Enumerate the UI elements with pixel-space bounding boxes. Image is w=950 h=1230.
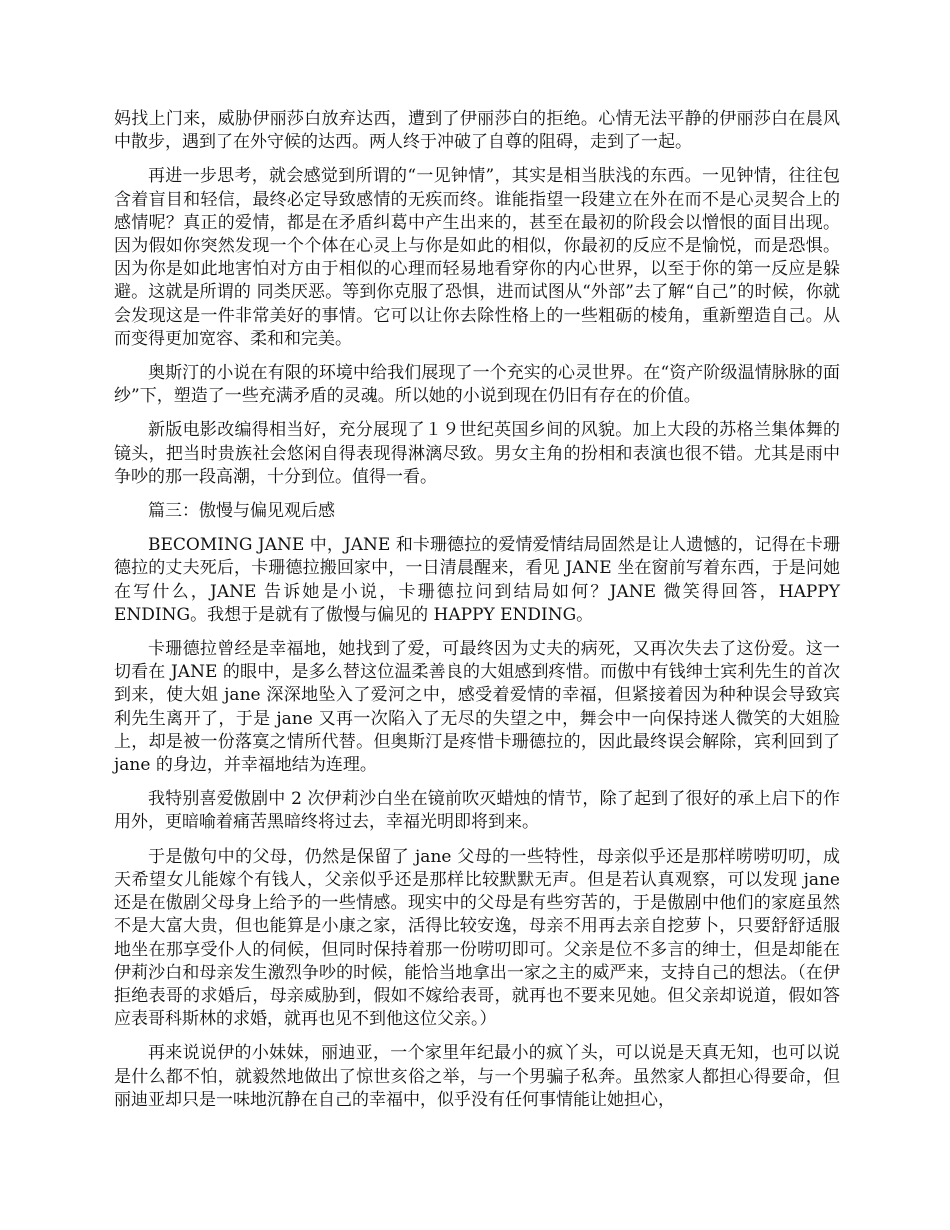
paragraph-lydia: 再来说说伊的小妹妹，丽迪亚，一个家里年纪最小的疯丫头，可以说是天真无知，也可以说是什么都不怕，就毅然地做出了惊世亥俗之举，与一个男骗子私奔。虽然家人都担心得要命，但丽迪亚却只是一味地沉静在自己的幸福中，似乎没有任何事情能让她担心， xyxy=(114,1043,840,1110)
section-heading: 篇三：傲慢与偏见观后感 xyxy=(148,501,335,522)
document-page xyxy=(114,108,840,1123)
paragraph-continuation: 妈找上门来，威胁伊丽莎白放弃达西，遭到了伊丽莎白的拒绝。心情无法平静的伊丽莎白在晨风中散步，遇到了在外守候的达西。两人终于冲破了自尊的阻碍，走到了一起。 xyxy=(114,109,840,153)
paragraph-cassandra: 卡珊德拉曾经是幸福地，她找到了爱，可最终因为丈夫的病死，又再次失去了这份爱。这一切看在 JANE 的眼中，是多么替这位温柔善良的大姐感到疼惜。而傲中有钱绅士宾利先生的首次到来，使大姐 jane 深深地坠入了爱河之中，感受着爱情的幸福，但紧接着因为种种误会导致宾利先生离开了，于是 jane 又再一次陷入了无尽的失望之中，舞会中一向保持迷人微笑的大姐脸上，却是被一份落寞之情所代替。但奥斯汀是疼惜卡珊德拉的，因此最终误会解除，宾利回到了 jane 的身边，并幸福地结为连理。 xyxy=(114,639,840,776)
paragraph-parents: 于是傲句中的父母，仍然是保留了 jane 父母的一些特性，母亲似乎还是那样唠唠叨叨，成天希望女儿能嫁个有钱人，父亲似乎还是那样比较默默无声。但是若认真观察，可以发现 jane 还是在傲剧父母身上给予的一些情感。现实中的父母是有些穷苦的，于是傲剧中他们的家庭虽然不是大富大贵，但也能算是小康之家，活得比较安逸，母亲不用再去亲自挖萝卜，只要舒舒适服地坐在那享受仆人的伺候，但同时保持着那一份唠叨即可。父亲是位不多言的绅士，但是却能在伊莉沙白和母亲发生激烈争吵的时候，能恰当地拿出一家之主的威严来，支持自己的想法。（在伊拒绝表哥的求婚后，母亲威胁到，假如不嫁给表哥，就再也不要来见她。但父亲却说道，假如答应表哥科斯林的求婚，就再也见不到他这位父亲。） xyxy=(114,846,840,1030)
paragraph-love-at-first-sight: 再进一步思考，就会感觉到所谓的“一见钟情”，其实是相当肤浅的东西。一见钟情，往往包含着盲目和轻信，最终必定导致感情的无疾而终。谁能指望一段建立在外在而不是心灵契合上的感情呢？真正的爱情，都是在矛盾纠葛中产生出来的，甚至在最初的阶段会以憎恨的面目出现。因为假如你突然发现一个个体在心灵上与你是如此的相似，你最初的反应不是愉悦，而是恐惧。因为你是如此地害怕对方由于相似的心理而轻易地看穿你的内心世界，以至于你的第一反应是躲避。这就是所谓的 同类厌恶。等到你克服了恐惧，进而试图从“外部”去了解“自己”的时候，你就会发现这是一件非常美好的事情。它可以让你去除性格上的一些粗砺的棱角，重新塑造自己。从而变得更加宽容、柔和和完美。 xyxy=(114,166,840,349)
paragraph-candle-scene: 我特别喜爱傲剧中 2 次伊莉沙白坐在镜前吹灭蜡烛的情节，除了起到了很好的承上启下的作用外，更暗喻着痛苦黑暗终将过去，幸福光明即将到来。 xyxy=(114,789,840,833)
paragraph-becoming-jane: BECOMING JANE 中，JANE 和卡珊德拉的爱情爱情结局固然是让人遗憾的，记得在卡珊德拉的丈夫死后，卡珊德拉搬回家中，一日清晨醒来，看见 JANE 坐在窗前写着东西，于是问她在写什么，JANE 告诉她是小说，卡珊德拉问到结局如何？JANE 微笑得回答，HAPPY ENDING。我想于是就有了傲慢与偏见的 HAPPY ENDING。 xyxy=(114,535,840,625)
paragraph-film-adaptation: 新版电影改编得相当好，充分展现了１９世纪英国乡间的风貌。加上大段的苏格兰集体舞的镜头，把当时贵族社会悠闲自得表现得淋漓尽致。男女主角的扮相和表演也很不错。尤其是雨中争吵的那一段高潮，十分到位。值得一看。 xyxy=(114,420,840,487)
paragraph-austen-novel: 奥斯汀的小说在有限的环境中给我们展现了一个充实的心灵世界。在“资产阶级温情脉脉的面纱”下，塑造了一些充满矛盾的灵魂。所以她的小说到现在仍旧有存在的价值。 xyxy=(114,363,840,407)
